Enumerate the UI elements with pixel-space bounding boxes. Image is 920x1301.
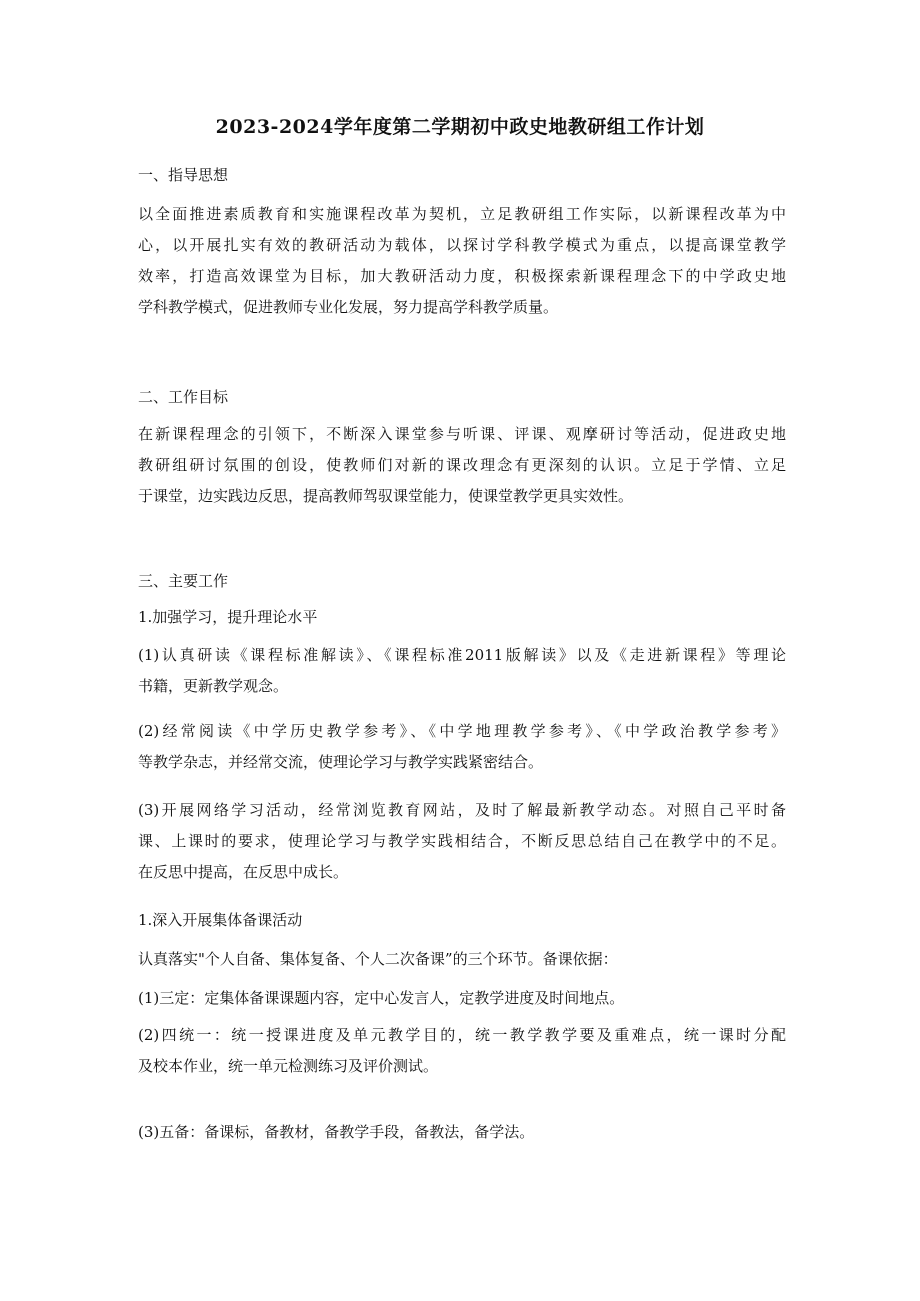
paragraph-line: 等教学杂志，并经常交流，使理论学习与教学实践紧密结合。 (138, 753, 544, 771)
subsection-2-item-1: (1)三定：定集体备课课题内容，定中心发言人，定教学进度及时间地点。 (138, 989, 625, 1007)
paragraph-line: 在新课程理念的引领下，不断深入课堂参与听课、评课、观摩研讨等活动，促进政史地 (138, 425, 786, 443)
paragraph-line: 以全面推进素质教育和实施课程改革为契机，立足教研组工作实际，以新课程改革为中 (138, 205, 786, 223)
paragraph-line: 于课堂，边实践边反思，提高教师驾驭课堂能力，使课堂教学更具实效性。 (138, 487, 634, 505)
subsection-1-item-1 (138, 640, 786, 702)
subsection-2-item-3: (3)五备：备课标，备教材，备教学手段，备教法，备学法。 (138, 1123, 535, 1141)
section-2-heading: 二、工作目标 (138, 388, 229, 406)
paragraph-line: (1)认真研读《课程标准解读》、《课程标准2011版解读》以及《走进新课程》等理论 (138, 646, 786, 664)
paragraph-line: 及校本作业，统一单元检测练习及评价测试。 (138, 1057, 439, 1075)
paragraph-line: (2)经常阅读《中学历史教学参考》、《中学地理教学参考》、《中学政治教学参考》 (138, 722, 786, 740)
paragraph-line: 心，以开展扎实有效的教研活动为载体，以探讨学科教学模式为重点，以提高课堂教学 (138, 236, 786, 254)
paragraph-line: (3)开展网络学习活动，经常浏览教育网站，及时了解最新教学动态。对照自己平时备 (138, 801, 786, 819)
section-2-paragraph (138, 419, 786, 512)
paragraph-line: 书籍，更新教学观念。 (138, 677, 289, 695)
paragraph-line: 学科教学模式，促进教师专业化发展，努力提高学科教学质量。 (138, 298, 559, 316)
paragraph-line: (2)四统一：统一授课进度及单元教学目的，统一教学教学要及重难点，统一课时分配 (138, 1026, 786, 1044)
subsection-2-heading: 1.深入开展集体备课活动 (138, 911, 303, 929)
paragraph-line: 课、上课时的要求，使理论学习与教学实践相结合，不断反思总结自己在教学中的不足。 (138, 832, 786, 850)
subsection-1-item-2 (138, 716, 786, 778)
document-title: 2023-2024学年度第二学期初中政史地教研组工作计划 (215, 116, 705, 138)
subsection-2-intro: 认真落实"个人自备、集体复备、个人二次备课”的三个环节。备课依据： (138, 950, 618, 968)
paragraph-line: 教研组研讨氛围的创设，使教师们对新的课改理念有更深刻的认识。立足于学情、立足 (138, 456, 786, 474)
section-3-heading: 三、主要工作 (138, 572, 229, 590)
paragraph-line: 效率，打造高效课堂为目标，加大教研活动力度，积极探索新课程理念下的中学政史地 (138, 267, 786, 285)
section-1-paragraph (138, 199, 786, 323)
subsection-2-item-2 (138, 1020, 786, 1082)
subsection-1-heading: 1.加强学习，提升理论水平 (138, 608, 318, 626)
section-1-heading: 一、指导思想 (138, 166, 229, 184)
paragraph-line: 在反思中提高，在反思中成长。 (138, 863, 349, 881)
subsection-1-item-3 (138, 795, 786, 888)
